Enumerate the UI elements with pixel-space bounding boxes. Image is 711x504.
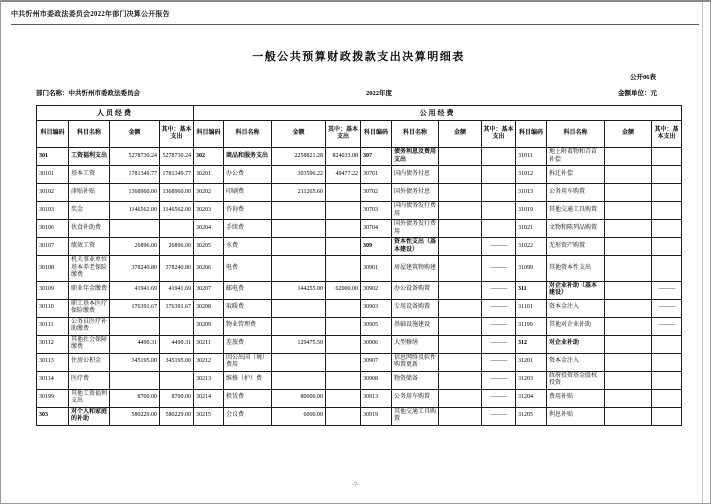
cell-basic: ——— <box>482 407 516 425</box>
cell-amount: 1368960.00 <box>110 184 160 202</box>
col-header-basic: 其中：基本支出 <box>326 121 361 148</box>
cell-code: 30199 <box>37 389 69 407</box>
cell-code: 31199 <box>516 317 547 335</box>
table-row <box>37 184 682 202</box>
cell-basic: ——— <box>482 353 516 371</box>
cell-code: 31203 <box>516 371 547 389</box>
table-row <box>37 220 682 238</box>
cell-basic <box>482 148 516 166</box>
cell-basic: ——— <box>652 299 682 317</box>
cell-basic <box>652 202 682 220</box>
cell-amount <box>605 335 652 353</box>
cell-basic: ——— <box>482 238 516 256</box>
table-row <box>37 281 682 299</box>
cell-amount <box>272 220 326 238</box>
cell-basic <box>326 202 361 220</box>
cell-code: 31205 <box>516 407 547 425</box>
col-header-amount: 金额 <box>439 121 482 148</box>
table-row <box>37 389 682 407</box>
cell-amount: 144255.00 <box>272 281 326 299</box>
cell-basic <box>652 371 682 389</box>
cell-code: 30204 <box>194 220 224 238</box>
cell-basic <box>326 335 361 353</box>
cell-amount <box>605 256 652 282</box>
cell-amount <box>439 317 482 335</box>
cell-code: 30205 <box>194 238 224 256</box>
cell-basic <box>326 299 361 317</box>
amount-unit: 金额单位：元 <box>618 90 657 97</box>
cell-name: 商品和服务支出 <box>224 148 272 166</box>
cell-code: 30901 <box>361 256 392 282</box>
cell-amount <box>605 220 652 238</box>
cell-code: 307 <box>361 148 392 166</box>
cell-name: 对个人和家庭的补助 <box>69 407 110 425</box>
cell-basic: 4490.31 <box>160 335 194 353</box>
cell-amount: 129475.50 <box>272 335 326 353</box>
cell-code: 30913 <box>361 389 392 407</box>
cell-name: 专用设备购置 <box>392 299 439 317</box>
cell-basic: ——— <box>482 256 516 282</box>
cell-code: 30906 <box>361 335 392 353</box>
cell-code: 312 <box>516 335 547 353</box>
cell-code: 30102 <box>37 184 69 202</box>
cell-amount <box>272 353 326 371</box>
cell-code: 30203 <box>194 202 224 220</box>
cell-amount: 211265.60 <box>272 184 326 202</box>
cell-name: 绩效工资 <box>69 238 110 256</box>
cell-name: 利息补贴 <box>547 407 605 425</box>
cell-name: 其他对企业补助 <box>547 317 605 335</box>
cell-basic: ——— <box>482 389 516 407</box>
col-header-name: 科目名称 <box>547 121 605 148</box>
cell-basic <box>326 317 361 335</box>
cell-amount: 80000.00 <box>272 389 326 407</box>
cell-name: 维修（护）费 <box>224 371 272 389</box>
cell-basic: ——— <box>482 281 516 299</box>
cell-name: 基础设施建设 <box>392 317 439 335</box>
cell-amount <box>439 184 482 202</box>
col-header-name: 科目名称 <box>224 121 272 148</box>
cell-name: 工资福利支出 <box>69 148 110 166</box>
cell-name: 会议费 <box>224 407 272 425</box>
cell-basic <box>326 220 361 238</box>
cell-amount <box>605 317 652 335</box>
cell-code: 30201 <box>194 166 224 184</box>
cell-basic: 8700.00 <box>160 389 194 407</box>
cell-name: 办公费 <box>224 166 272 184</box>
cell-code: 30919 <box>361 407 392 425</box>
cell-basic <box>160 317 194 335</box>
table-row <box>37 317 682 335</box>
cell-code: 30907 <box>361 353 392 371</box>
cell-amount <box>272 238 326 256</box>
cell-name: 水费 <box>224 238 272 256</box>
cell-name: 公务用车购置 <box>547 184 605 202</box>
col-header-basic: 其中：基本支出 <box>482 121 516 148</box>
cell-code: 30213 <box>194 371 224 389</box>
cell-code: 30908 <box>361 371 392 389</box>
cell-name: 债务利息及费用支出 <box>392 148 439 166</box>
department-name: 部门名称：中共忻州市委政法委员会 <box>36 90 140 97</box>
cell-code: 30111 <box>37 317 69 335</box>
cell-name: 政府投资基金股权投资 <box>547 371 605 389</box>
cell-name: 物资储备 <box>392 371 439 389</box>
table-row <box>37 335 682 353</box>
cell-basic <box>160 371 194 389</box>
cell-name: 职工基本医疗保险缴费 <box>69 299 110 317</box>
cell-amount <box>439 148 482 166</box>
cell-code: 30108 <box>37 256 69 282</box>
cell-basic: 176391.67 <box>160 299 194 317</box>
cell-name: 文物和陈列品购置 <box>547 220 605 238</box>
cell-name: 国外债务发行费用 <box>392 220 439 238</box>
cell-basic: 41941.69 <box>160 281 194 299</box>
cell-name: 机关事业单位基本养老保险缴费 <box>69 256 110 282</box>
fiscal-year: 2022年度 <box>366 90 392 97</box>
cell-code: 30106 <box>37 220 69 238</box>
cell-basic <box>482 166 516 184</box>
cell-name: 大型修缮 <box>392 335 439 353</box>
cell-name: 资本金注入 <box>547 353 605 371</box>
report-header: 中共忻州市委政法委员会2022年部门决算公开报告 <box>11 10 170 18</box>
header-divider <box>11 24 699 25</box>
cell-basic <box>482 202 516 220</box>
cell-name: 电费 <box>224 256 272 282</box>
cell-name: 物业管理费 <box>224 317 272 335</box>
cell-code: 311 <box>516 281 547 299</box>
cell-amount <box>605 299 652 317</box>
cell-amount <box>605 202 652 220</box>
cell-basic: 1781349.77 <box>160 166 194 184</box>
page-number: -7- <box>352 482 359 488</box>
table-row <box>37 299 682 317</box>
cell-basic <box>652 184 682 202</box>
cell-amount: 4490.31 <box>110 335 160 353</box>
page-title: 一般公共预算财政拨款支出决算明细表 <box>252 51 465 63</box>
cell-amount: 1146562.00 <box>110 202 160 220</box>
cell-basic: 378240.80 <box>160 256 194 282</box>
cell-amount <box>439 299 482 317</box>
cell-name: 对企业补助 <box>547 335 605 353</box>
cell-amount <box>605 389 652 407</box>
cell-amount: 5278730.24 <box>110 148 160 166</box>
cell-basic <box>326 353 361 371</box>
cell-amount: 176391.67 <box>110 299 160 317</box>
cell-basic <box>652 407 682 425</box>
cell-code: 30701 <box>361 166 392 184</box>
cell-code: 31204 <box>516 389 547 407</box>
table-number: 公开06表 <box>630 74 656 81</box>
cell-name: 其他交通工具购置 <box>392 407 439 425</box>
cell-name: 租赁费 <box>224 389 272 407</box>
cell-amount <box>439 389 482 407</box>
cell-name: 津贴补贴 <box>69 184 110 202</box>
cell-code: 30905 <box>361 317 392 335</box>
cell-name: 拆迁补偿 <box>547 166 605 184</box>
cell-amount <box>605 281 652 299</box>
cell-name: 国外债务付息 <box>392 184 439 202</box>
cell-code: 30703 <box>361 202 392 220</box>
cell-amount: 26896.00 <box>110 238 160 256</box>
cell-code: 31201 <box>516 353 547 371</box>
cell-basic <box>326 184 361 202</box>
col-header-code: 科目编码 <box>194 121 224 148</box>
cell-code: 30702 <box>361 184 392 202</box>
cell-name: 伙食补助费 <box>69 220 110 238</box>
cell-amount: 2258821.28 <box>272 148 326 166</box>
cell-amount <box>272 317 326 335</box>
cell-code: 31022 <box>516 238 547 256</box>
table-row <box>37 238 682 256</box>
cell-code: 30114 <box>37 371 69 389</box>
cell-code: 30113 <box>37 353 69 371</box>
group-header-row <box>37 106 682 121</box>
cell-amount: 580229.00 <box>110 407 160 425</box>
cell-name: 公务员医疗补助缴费 <box>69 317 110 335</box>
cell-basic: 1368960.00 <box>160 184 194 202</box>
cell-code: 30215 <box>194 407 224 425</box>
table-row <box>37 166 682 184</box>
cell-code: 30112 <box>37 335 69 353</box>
cell-amount <box>439 335 482 353</box>
cell-name: 对企业补助（基本建设） <box>547 281 605 299</box>
table-row <box>37 202 682 220</box>
cell-basic <box>326 389 361 407</box>
cell-basic <box>652 389 682 407</box>
table-row <box>37 407 682 425</box>
cell-basic: ——— <box>482 335 516 353</box>
cell-code: 31101 <box>516 299 547 317</box>
cell-code: 30109 <box>37 281 69 299</box>
cell-basic <box>326 238 361 256</box>
cell-amount <box>272 299 326 317</box>
cell-amount <box>439 371 482 389</box>
cell-name: 国内债务发行费用 <box>392 202 439 220</box>
col-header-basic: 其中：基本支出 <box>652 121 682 148</box>
cell-amount <box>110 317 160 335</box>
cell-amount <box>605 371 652 389</box>
cell-amount <box>439 281 482 299</box>
cell-basic: ——— <box>482 317 516 335</box>
table-row <box>37 353 682 371</box>
cell-basic <box>482 220 516 238</box>
cell-amount: 6000.00 <box>272 407 326 425</box>
cell-amount <box>605 353 652 371</box>
cell-name: 其他工资福利支出 <box>69 389 110 407</box>
cell-code: 30902 <box>361 281 392 299</box>
cell-amount <box>439 220 482 238</box>
cell-code: 30107 <box>37 238 69 256</box>
cell-amount <box>605 166 652 184</box>
cell-name: 印刷费 <box>224 184 272 202</box>
cell-amount <box>439 202 482 220</box>
cell-name: 办公设备购置 <box>392 281 439 299</box>
cell-code: 30103 <box>37 202 69 220</box>
cell-code: 30209 <box>194 317 224 335</box>
cell-code: 30208 <box>194 299 224 317</box>
cell-amount: 8700.00 <box>110 389 160 407</box>
cell-code: 30207 <box>194 281 224 299</box>
cell-code: 301 <box>37 148 69 166</box>
table-row <box>37 371 682 389</box>
cell-name: 资本金注入 <box>547 299 605 317</box>
cell-amount <box>110 220 160 238</box>
cell-code: 31011 <box>516 148 547 166</box>
cell-name: 邮电费 <box>224 281 272 299</box>
cell-amount: 378240.80 <box>110 256 160 282</box>
cell-name: 住房公积金 <box>69 353 110 371</box>
cell-amount <box>439 353 482 371</box>
cell-code: 30206 <box>194 256 224 282</box>
col-header-basic: 其中：基本支出 <box>160 121 194 148</box>
cell-amount <box>439 166 482 184</box>
table-row <box>37 148 682 166</box>
cell-amount <box>272 256 326 282</box>
cell-basic <box>652 220 682 238</box>
cell-basic <box>326 256 361 282</box>
cell-amount: 345195.00 <box>110 353 160 371</box>
cell-code: 31013 <box>516 184 547 202</box>
cell-name: 无形资产购置 <box>547 238 605 256</box>
cell-name: 基本工资 <box>69 166 110 184</box>
cell-basic: 62000.00 <box>326 281 361 299</box>
cell-basic <box>326 407 361 425</box>
cell-code: 309 <box>361 238 392 256</box>
cell-code: 31021 <box>516 220 547 238</box>
col-header-code: 科目编码 <box>516 121 547 148</box>
cell-code: 302 <box>194 148 224 166</box>
cell-basic <box>326 371 361 389</box>
col-header-name: 科目名称 <box>392 121 439 148</box>
cell-name: 差旅费 <box>224 335 272 353</box>
cell-name: 公务用车购置 <box>392 389 439 407</box>
cell-basic <box>160 220 194 238</box>
table-row <box>37 256 682 282</box>
cell-basic: 824033.08 <box>326 148 361 166</box>
cell-amount: 1781349.77 <box>110 166 160 184</box>
cell-basic <box>652 335 682 353</box>
col-header-code: 科目编码 <box>361 121 392 148</box>
cell-basic: 49477.22 <box>326 166 361 184</box>
cell-name: 信息网络及软件购置更新 <box>392 353 439 371</box>
cell-basic <box>482 184 516 202</box>
cell-amount <box>605 148 652 166</box>
cell-name: 咨询费 <box>224 202 272 220</box>
cell-amount: 41941.69 <box>110 281 160 299</box>
cell-amount <box>272 202 326 220</box>
cell-basic: ——— <box>482 371 516 389</box>
cell-name: 取暖费 <box>224 299 272 317</box>
cell-name: 其他社会保障缴费 <box>69 335 110 353</box>
cell-amount <box>439 407 482 425</box>
cell-amount <box>605 184 652 202</box>
cell-basic: 5278730.24 <box>160 148 194 166</box>
cell-name: 房屋建筑物购建 <box>392 256 439 282</box>
cell-code: 31012 <box>516 166 547 184</box>
cell-basic <box>652 148 682 166</box>
cell-code: 31099 <box>516 256 547 282</box>
column-header-row <box>37 121 682 148</box>
cell-amount <box>605 238 652 256</box>
cell-basic <box>652 238 682 256</box>
cell-basic <box>652 166 682 184</box>
cell-amount: 303596.22 <box>272 166 326 184</box>
col-header-name: 科目名称 <box>69 121 110 148</box>
budget-detail-table <box>36 105 682 426</box>
cell-name: 地上附着物和青苗补偿 <box>547 148 605 166</box>
cell-amount <box>272 371 326 389</box>
cell-code: 30212 <box>194 353 224 371</box>
cell-basic: ——— <box>482 299 516 317</box>
group-header-public: 公用经费 <box>194 106 682 121</box>
cell-code: 303 <box>37 407 69 425</box>
meta-row <box>36 88 681 97</box>
cell-basic: ——— <box>652 317 682 335</box>
cell-amount <box>439 238 482 256</box>
cell-code: 30704 <box>361 220 392 238</box>
cell-name: 医疗费 <box>69 371 110 389</box>
cell-code: 30903 <box>361 299 392 317</box>
cell-code: 31019 <box>516 202 547 220</box>
cell-basic: 580229.00 <box>160 407 194 425</box>
cell-basic <box>652 353 682 371</box>
cell-amount <box>439 256 482 282</box>
cell-basic: 26896.00 <box>160 238 194 256</box>
cell-amount <box>110 371 160 389</box>
cell-basic: ——— <box>652 281 682 299</box>
cell-name: 因公出国（境）费用 <box>224 353 272 371</box>
page-edge-line <box>702 2 703 503</box>
col-header-amount: 金额 <box>605 121 652 148</box>
cell-name: 手续费 <box>224 220 272 238</box>
col-header-amount: 金额 <box>110 121 160 148</box>
col-header-code: 科目编码 <box>37 121 69 148</box>
cell-code: 30110 <box>37 299 69 317</box>
table-body <box>37 148 682 426</box>
cell-basic <box>652 256 682 282</box>
cell-basic: 1146562.00 <box>160 202 194 220</box>
cell-code: 30202 <box>194 184 224 202</box>
cell-name: 其他交通工具购置 <box>547 202 605 220</box>
cell-name: 奖金 <box>69 202 110 220</box>
group-header-personnel: 人员经费 <box>37 106 194 121</box>
cell-code: 30214 <box>194 389 224 407</box>
col-header-amount: 金额 <box>272 121 326 148</box>
cell-basic: 345195.00 <box>160 353 194 371</box>
cell-amount <box>605 407 652 425</box>
cell-name: 资本性支出（基本建设） <box>392 238 439 256</box>
cell-name: 费用补贴 <box>547 389 605 407</box>
cell-name: 职业年金缴费 <box>69 281 110 299</box>
cell-name: 国内债务付息 <box>392 166 439 184</box>
cell-code: 30101 <box>37 166 69 184</box>
cell-code: 30211 <box>194 335 224 353</box>
cell-name: 其他资本性支出 <box>547 256 605 282</box>
